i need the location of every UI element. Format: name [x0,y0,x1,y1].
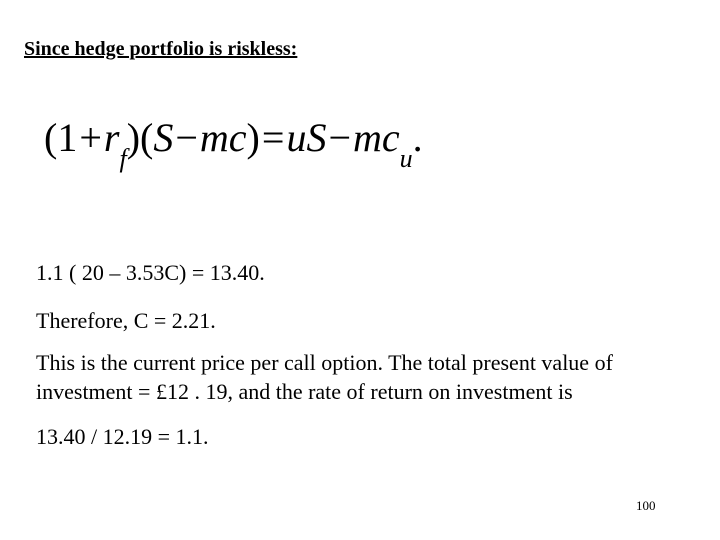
formula-minus-1: − [175,115,198,160]
formula-open: (1 [44,115,78,160]
formula-plus: + [79,115,102,160]
result-line: Therefore, C = 2.21. [36,308,216,333]
slide-heading: Since hedge portfolio is riskless: [24,38,298,60]
formula-r-subscript: f [119,144,127,173]
formula-mid: )( [126,115,154,160]
page-number: 100 [636,498,656,513]
formula-period: . [412,115,423,160]
formula-u-subscript: u [399,144,413,173]
equation-line-1: 1.1 ( 20 – 3.53C) = 13.40. [36,260,265,285]
formula-mc: mc [199,115,247,160]
return-line: 13.40 / 12.19 = 1.1. [36,424,209,449]
formula-mc-2: mc [353,115,400,160]
formula-s: S [153,115,174,160]
formula-r: r [103,115,120,160]
explanation-paragraph: This is the current price per call option. The total present value of investment = £12 . 19, and the rate of return on investment is [36,350,613,405]
formula-equals: = [261,115,285,160]
hedge-equation [44,115,423,173]
formula-us: uS [286,115,327,160]
formula-close: ) [246,115,260,160]
formula-minus-2: − [328,115,351,160]
